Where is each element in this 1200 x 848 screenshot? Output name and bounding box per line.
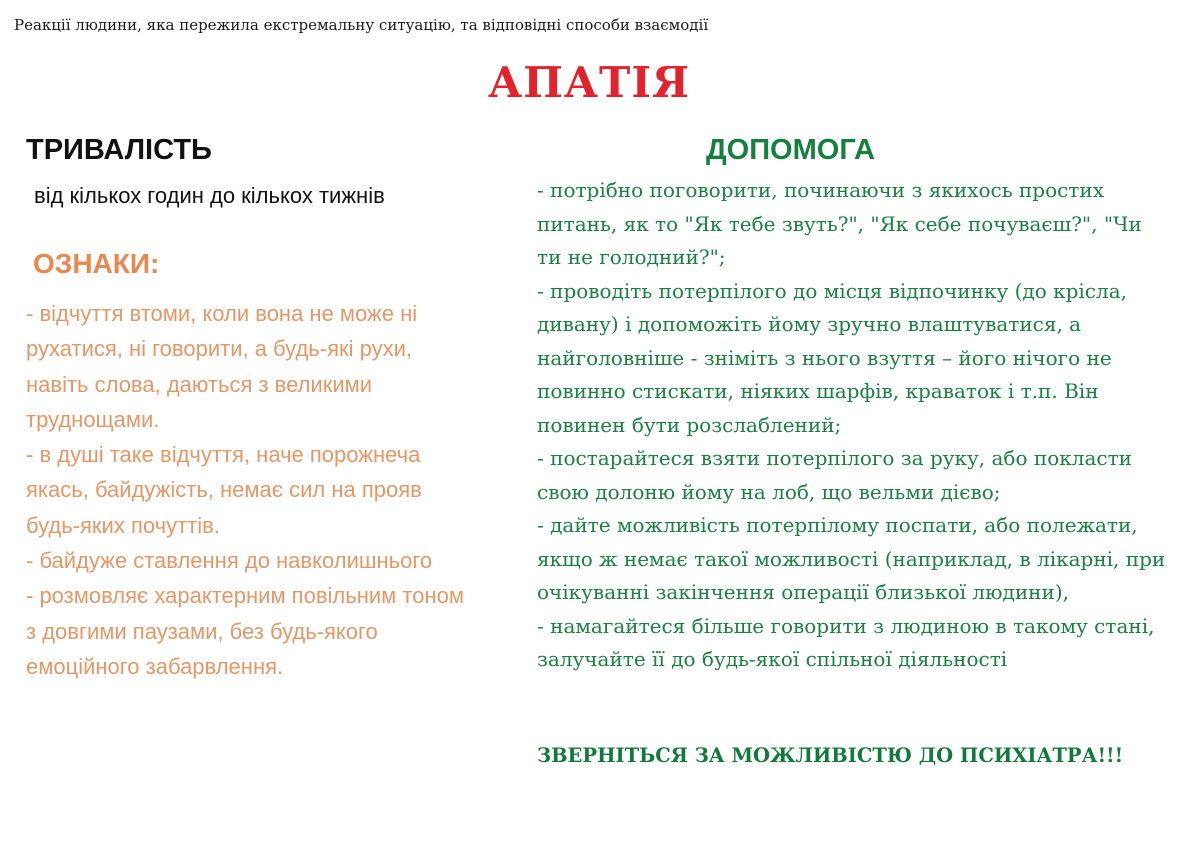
- help-item: - потрібно поговорити, починаючи з якихось простих питань, як то "Як тебе звуть?", "Як себе почуваєш?", "Чи ти не голодний?";: [537, 178, 1142, 269]
- page-title: АПАТІЯ: [487, 58, 690, 107]
- sign-item: - відчуття втоми, коли вона не може ні рухатися, ні говорити, а будь-які рухи, навіть слова, даються з великими труднощами.: [26, 301, 418, 432]
- help-item: - постарайтеся взяти потерпілого за руку, або покласти свою долоню йому на лоб, що вельми дієво;: [537, 446, 1132, 504]
- final-call-to-action: ЗВЕРНІТЬСЯ ЗА МОЖЛИВІСТЮ ДО ПСИХІАТРА!!!: [537, 744, 1124, 767]
- help-heading: ДОПОМОГА: [706, 134, 875, 166]
- left-column: [26, 130, 486, 684]
- sign-item: - розмовляє характерним повільним тоном з довгими паузами, без будь-якого емоційного забарвлення.: [26, 583, 464, 679]
- signs-heading: ОЗНАКИ:: [33, 248, 160, 279]
- help-list: [537, 174, 1167, 677]
- right-column: [537, 130, 1167, 677]
- help-item: - дайте можливість потерпілому поспати, або полежати, якщо ж немає такої можливості (наприклад, в лікарні, при очікуванні закінчення операції близької людини),: [537, 513, 1166, 604]
- duration-text: від кількох годин до кількох тижнів: [34, 183, 385, 208]
- help-item: - проводіть потерпілого до місця відпочинку (до крісла, дивану) і допоможіть йому зручно влаштуватися, а найголовніше - зніміть з нього взуття – його нічого не повинно стискати, ніяких шарфів, краваток і т.п. Він повинен бути розслаблений;: [537, 278, 1127, 437]
- help-item: - намагайтеся більше говорити з людиною в такому стані, залучайте її до будь-якої спільної діяльності: [537, 613, 1155, 671]
- duration-heading: ТРИВАЛІСТЬ: [26, 134, 212, 166]
- sign-item: - байдуже ставлення до навколишнього: [26, 548, 433, 574]
- signs-list: [26, 296, 476, 684]
- document-caption: Реакції людини, яка пережила екстремальну ситуацію, та відповідні способи взаємодії: [14, 16, 709, 34]
- sign-item: - в душі таке відчуття, наче порожнеча якась, байдужість, немає сил на прояв будь-яких почуттів.: [26, 442, 422, 538]
